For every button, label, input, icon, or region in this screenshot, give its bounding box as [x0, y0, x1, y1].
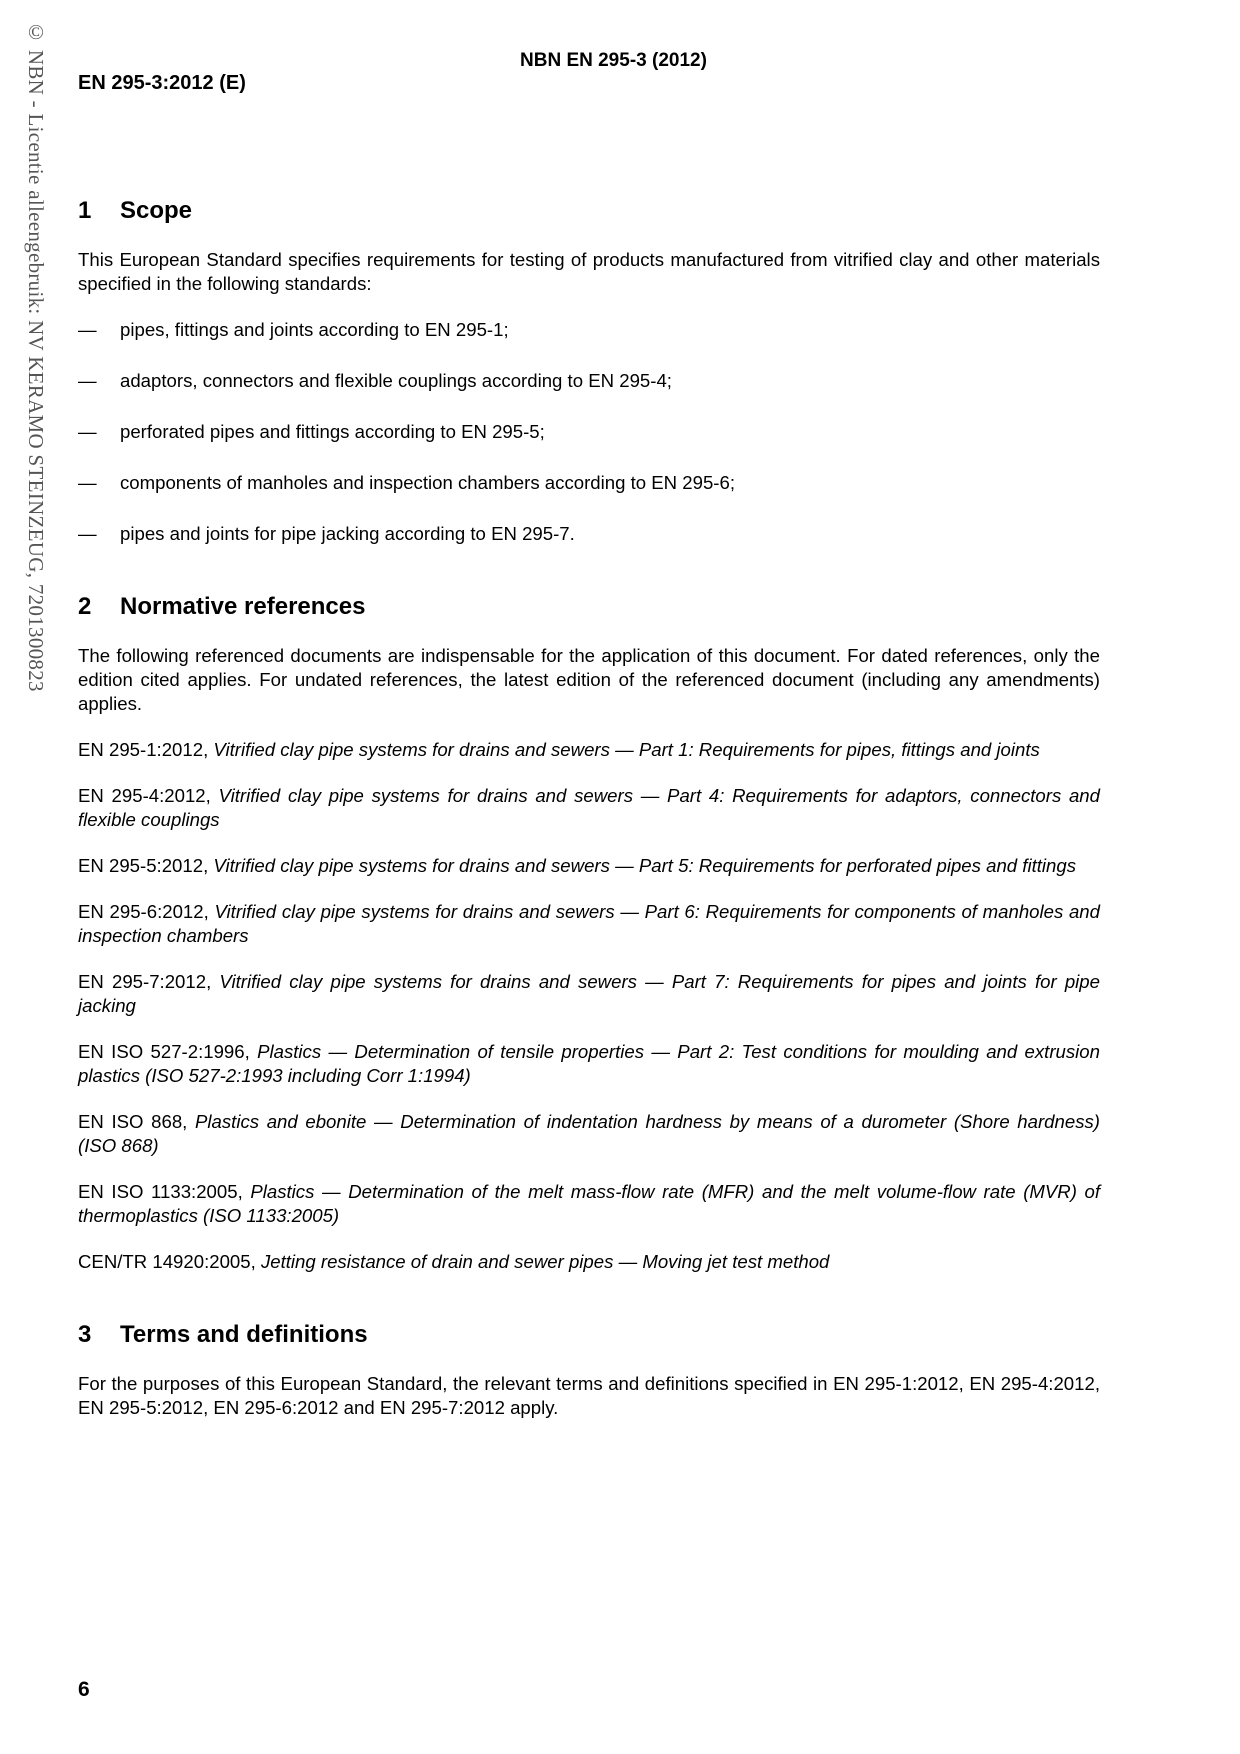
reference-code: EN ISO 868, [78, 1111, 195, 1132]
reference-code: EN 295-1:2012, [78, 739, 214, 760]
reference-code: EN ISO 527-2:1996, [78, 1041, 258, 1062]
header-standard-id: NBN EN 295-3 (2012) [520, 50, 707, 71]
reference-entry [78, 854, 1100, 878]
reference-entry [78, 1040, 1100, 1088]
reference-code: EN ISO 1133:2005, [78, 1181, 251, 1202]
reference-code: EN 295-4:2012, [78, 785, 219, 806]
reference-title: Plastics — Determination of the melt mass-flow rate (MFR) and the melt volume-flow rate (MVR) of thermoplastics (ISO 1133:2005) [78, 1181, 1100, 1226]
section-number: 1 [78, 197, 92, 224]
list-item [78, 471, 1100, 495]
section-heading [78, 592, 1100, 622]
reference-title: Vitrified clay pipe systems for drains and sewers — Part 4: Requirements for adaptors, connectors and flexible couplings [78, 785, 1100, 830]
section-title: Normative references [120, 593, 366, 620]
page-number: 6 [78, 1678, 90, 1701]
list-item-text: components of manholes and inspection chambers according to EN 295-6; [120, 472, 735, 493]
reference-title: Jetting resistance of drain and sewer pipes — Moving jet test method [260, 1251, 830, 1272]
reference-title: Vitrified clay pipe systems for drains and sewers — Part 5: Requirements for perforated pipes and fittings [213, 855, 1077, 876]
section-normative-references [78, 592, 1100, 1274]
document-body [78, 196, 1100, 1466]
dash-bullet: — [78, 421, 97, 442]
list-item [78, 318, 1100, 342]
section-title: Scope [120, 197, 193, 224]
copyright-watermark: © NBN - Licentie alleengebruik: NV KERAMO STEINZEUG, 7201300823 [24, 20, 48, 692]
scope-intro: This European Standard specifies requirements for testing of products manufactured from vitrified clay and other materials specified in the following standards: [78, 249, 1100, 294]
reference-code: EN 295-7:2012, [78, 971, 220, 992]
section-heading [78, 1320, 1100, 1350]
reference-entry [78, 1250, 1100, 1274]
reference-entry [78, 970, 1100, 1018]
section-number: 2 [78, 593, 92, 620]
list-item-text: pipes and joints for pipe jacking according to EN 295-7. [120, 523, 575, 544]
reference-entry [78, 900, 1100, 948]
reference-code: CEN/TR 14920:2005, [78, 1251, 261, 1272]
list-item-text: perforated pipes and fittings according to EN 295-5; [120, 421, 545, 442]
list-item-text: adaptors, connectors and flexible couplings according to EN 295-4; [120, 370, 672, 391]
dash-bullet: — [78, 370, 97, 391]
terms-text: For the purposes of this European Standard, the relevant terms and definitions specified in EN 295-1:2012, EN 295-4:2012, EN 295-5:2012, EN 295-6:2012 and EN 295-7:2012 apply. [78, 1373, 1100, 1418]
dash-bullet: — [78, 319, 97, 340]
reference-entry [78, 738, 1100, 762]
dash-bullet: — [78, 472, 97, 493]
scope-list [78, 318, 1100, 546]
section-terms-definitions [78, 1320, 1100, 1420]
normative-intro: The following referenced documents are indispensable for the application of this document. For dated references, only the edition cited applies. For undated references, the latest edition of the referenced document (including any amendments) applies. [78, 645, 1100, 714]
list-item [78, 369, 1100, 393]
section-scope [78, 196, 1100, 546]
section-number: 3 [78, 1321, 92, 1348]
section-title: Terms and definitions [120, 1321, 368, 1348]
dash-bullet: — [78, 523, 97, 544]
list-item [78, 522, 1100, 546]
reference-title: Plastics and ebonite — Determination of indentation hardness by means of a durometer (Shore hardness) (ISO 868) [78, 1111, 1100, 1156]
list-item-text: pipes, fittings and joints according to EN 295-1; [120, 319, 509, 340]
reference-title: Vitrified clay pipe systems for drains and sewers — Part 7: Requirements for pipes and joints for pipe jacking [78, 971, 1100, 1016]
section-heading [78, 196, 1100, 226]
reference-title: Vitrified clay pipe systems for drains and sewers — Part 1: Requirements for pipes, fittings and joints [213, 739, 1040, 760]
reference-code: EN 295-5:2012, [78, 855, 214, 876]
reference-code: EN 295-6:2012, [78, 901, 215, 922]
header-document-id: EN 295-3:2012 (E) [78, 72, 246, 94]
reference-entry [78, 784, 1100, 832]
reference-title: Plastics — Determination of tensile properties — Part 2: Test conditions for moulding and extrusion plastics (ISO 527-2:1993 including Corr 1:1994) [78, 1041, 1100, 1086]
list-item [78, 420, 1100, 444]
reference-entry [78, 1180, 1100, 1228]
reference-entry [78, 1110, 1100, 1158]
reference-title: Vitrified clay pipe systems for drains and sewers — Part 6: Requirements for components of manholes and inspection chambers [78, 901, 1100, 946]
